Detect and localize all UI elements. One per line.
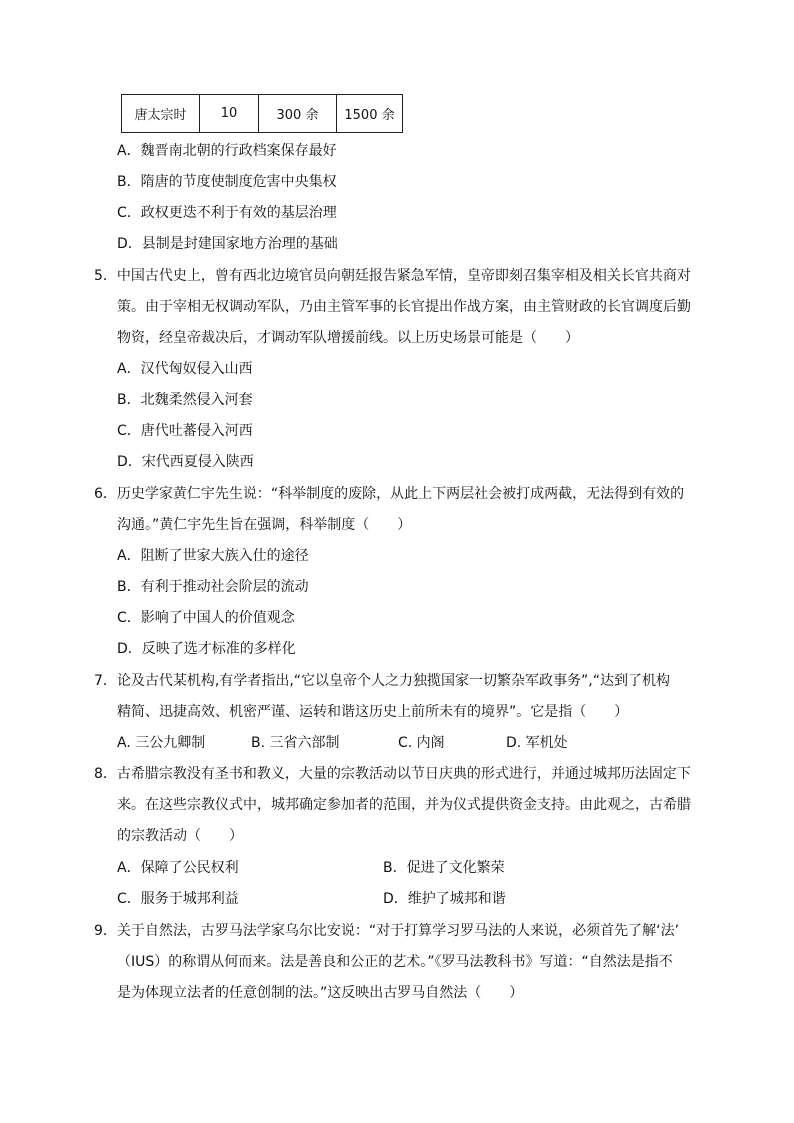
table-cell: 唐太宗时 — [122, 95, 200, 133]
q5-stem-line2: 策。由于宰相无权调动军队，乃由主管军事的长官提出作战方案，由主管财政的长官调度后勤 — [117, 299, 691, 315]
data-table — [121, 94, 403, 133]
q7-stem-line2: 精简、迅捷高效、机密严谨、运转和谐这历史上前所未有的境界”。它是指（ ） — [117, 704, 629, 720]
q7-option-d: D. 军机处 — [506, 735, 568, 751]
q5-stem-line1: 5．中国古代史上，曾有西北边境官员向朝廷报告紧急军情，皇帝即刻召集宰相及相关长官共商对 — [94, 268, 691, 284]
q4-option-d: D．县制是封建国家地方治理的基础 — [117, 236, 338, 252]
q9-stem-line3: 是为体现立法者的任意创制的法。”这反映出古罗马自然法（ ） — [117, 985, 524, 1001]
q8-option-a: A．保障了公民权利 — [117, 860, 239, 876]
q7-option-c: C. 内阁 — [398, 735, 445, 751]
q5-stem-line3: 物资，经皇帝裁决后，才调动军队增援前线。以上历史场景可能是（ ） — [117, 330, 579, 346]
q6-stem-line2: 沟通。”黄仁宇先生旨在强调，科举制度（ ） — [117, 517, 412, 533]
q5-option-c: C．唐代吐蕃侵入河西 — [117, 423, 253, 439]
q6-option-c: C．影响了中国人的价值观念 — [117, 610, 295, 626]
q4-option-c: C．政权更迭不利于有效的基层治理 — [117, 205, 337, 221]
q8-option-b: B．促进了文化繁荣 — [383, 860, 505, 876]
q5-option-d: D．宋代西夏侵入陕西 — [117, 454, 254, 470]
table-cell: 300 余 — [259, 95, 337, 133]
q6-option-d: D．反映了选才标准的多样化 — [117, 641, 296, 657]
table-row — [122, 95, 403, 133]
q4-option-a: A．魏晋南北朝的行政档案保存最好 — [117, 143, 337, 159]
q9-stem-line2: （IUS）的称谓从何而来。法是善良和公正的艺术。”《罗马法教科书》写道：“自然法是指不 — [117, 954, 673, 970]
q7-option-b: B. 三省六部制 — [251, 735, 340, 751]
q8-stem-line2: 来。在这些宗教仪式中，城邦确定参加者的范围，并为仪式提供资金支持。由此观之，古希腊 — [117, 797, 691, 813]
q8-stem-line1: 8．古希腊宗教没有圣书和教义，大量的宗教活动以节日庆典的形式进行，并通过城邦历法固定下 — [94, 766, 691, 782]
table-cell: 10 — [200, 95, 259, 133]
table-cell: 1500 余 — [337, 95, 403, 133]
q8-option-d: D．维护了城邦和谐 — [383, 891, 506, 907]
q6-stem-line1: 6．历史学家黄仁宇先生说：“科举制度的废除，从此上下两层社会被打成两截，无法得到有效的 — [94, 486, 685, 502]
q6-option-a: A．阻断了世家大族入仕的途径 — [117, 548, 309, 564]
q9-stem-line1: 9．关于自然法，古罗马法学家乌尔比安说：“对于打算学习罗马法的人来说，必须首先了解‘法’ — [94, 923, 680, 939]
q6-option-b: B．有利于推动社会阶层的流动 — [117, 579, 309, 595]
q5-option-a: A．汉代匈奴侵入山西 — [117, 361, 253, 377]
q5-option-b: B．北魏柔然侵入河套 — [117, 392, 253, 408]
q8-option-c: C．服务于城邦利益 — [117, 891, 239, 907]
q7-option-a: A. 三公九卿制 — [117, 735, 206, 751]
q7-stem-line1: 7．论及古代某机构,有学者指出,“它以皇帝个人之力独揽国家一切繁杂军政事务”,“达到了机构 — [94, 673, 671, 689]
q4-option-b: B．隋唐的节度使制度危害中央集权 — [117, 174, 337, 190]
q8-stem-line3: 的宗教活动（ ） — [117, 828, 243, 844]
